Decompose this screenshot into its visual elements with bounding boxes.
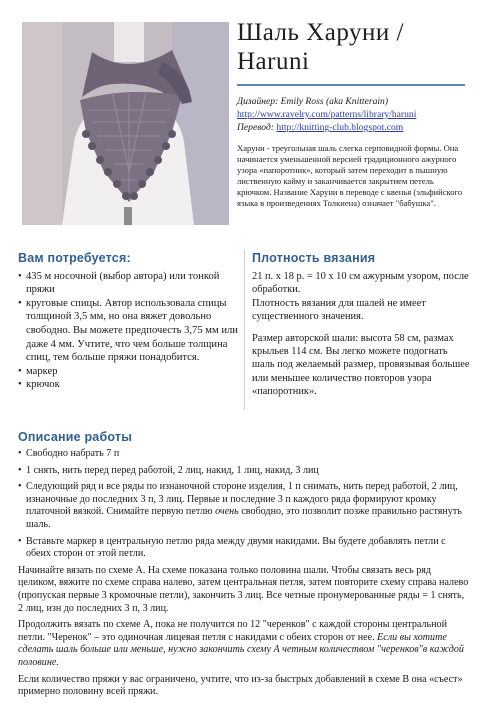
title-underline [237, 84, 465, 86]
page-title [237, 18, 465, 76]
step-item: • Вставьте маркер в центральную петлю ряда между двумя накидами. Вы будете добавлять петли с обеих сторон от этой петли. [18, 536, 470, 561]
translation-row [237, 121, 467, 134]
gauge-text: 21 п. х 18 р. = 10 х 10 см ажурным узором, после обработки. [252, 271, 469, 296]
title-block [237, 18, 465, 86]
step-emphasis: очень [215, 506, 239, 518]
shawl-photo [22, 22, 229, 225]
list-item: • крючок [18, 378, 240, 392]
translation-label: Перевод: [237, 122, 274, 133]
list-item: • круговые спицы. Автор использовала спицы толщиной 3,5 мм, но она вяжет довольно свободно. Вы можете предпочесть 3,75 мм или даже 4 мм. Учтите, что чем больше толщина спиц, тем больше пряжи понадобится. [18, 297, 240, 365]
gauge-title: Плотность вязания [252, 251, 376, 265]
step-item: • Свободно набрать 7 п [18, 448, 470, 461]
paragraph: Если количество пряжи у вас ограничено, учтите, что из-за быстрых добавлений в схеме В она «съест» примерно половину всей пряжи. [18, 673, 463, 698]
step-text: Следующий ряд и все ряды по изнаночной стороне изделия, 1 п снимать, нить перед работой, 2 лиц, изнаночные до последних 3 п, 3 лиц. Первые и последние 3 п каждого ряда формируют кромку платочной вязкой. Снимайте первую петлю [26, 481, 458, 518]
designer-link-row [237, 108, 467, 121]
paragraph-italic: Если вы хотите сделать шаль больше или меньше, нужно закончить схему А четным количеством "черенков"в каждой половине. [18, 631, 464, 668]
title-line-1: Шаль Харуни / [237, 19, 404, 46]
list-item: • 435 м носочной (выбор автора) или тонкой пряжи [18, 270, 240, 297]
list-item: • маркер [18, 365, 240, 379]
materials-title: Вам потребуется: [18, 251, 131, 265]
step-item [18, 481, 470, 531]
description: Харуни - треугольная шаль слегка серповидной формы. Она начинается уменьшенной версией традиционного ажурного узора «папоротник», который затем переходит в пышную лиственную кайму и заканчивается закрытием петель крючком. Название Харуни в переводе с квенья (эльфийского языка в произведениях Толкиена) означает "бабушка". [237, 143, 463, 208]
translation-link[interactable]: http://knitting-club.blogspot.com [276, 122, 404, 133]
designer-link[interactable]: http://www.ravelry.com/patterns/library/haruni [237, 109, 417, 120]
step-text-tail: свободно, это позволит позже правильно растянуть шаль. [26, 506, 462, 530]
paragraph: Начинайте вязать по схеме А. На схеме показана только половина шали. Чтобы связать весь ряд целиком, вяжите по схеме справа налево, затем центральная петля, затем повторите схему справа налево (пропуская первые 3 кромочные петли), закончить 3 лиц. Все четные пронумерованные ряды = 1 снять, 2 лиц, изн до последних 3 п, 3 лиц. [18, 564, 469, 614]
materials-list [18, 270, 240, 392]
designer-label: Дизайнер: [237, 96, 279, 107]
paragraph-text: Продолжить вязать по схеме А, пока не получится по 12 "черенков" с каждой стороны центральной петли. "Черенок" – это одиночная лицевая петля с накидами с обеих сторон от нее. [18, 619, 447, 643]
gauge-note: Плотность вязания для шалей не имеет существенного значения. [252, 297, 426, 322]
step-item: • 1 снять, нить перед перед работой, 2 лиц, накид, 1 лиц, накид, 3 лиц [18, 465, 470, 478]
column-divider [244, 250, 245, 410]
paragraph [18, 619, 470, 669]
size-note: Размер авторской шали: высота 58 см, размах крыльев 114 см. Вы легко можете подогнать шаль под желаемый размер, провязывая большее или меньшее количество повторов узора «папоротник». [252, 333, 470, 397]
designer-name: Emily Ross (aka Knitterain) [280, 96, 389, 107]
work-section [18, 448, 470, 703]
gauge-section [252, 252, 472, 398]
shawl-illustration [22, 22, 229, 225]
credits [237, 95, 467, 134]
work-title: Описание работы [18, 430, 133, 444]
title-line-2: Haruni [237, 48, 310, 75]
designer-row [237, 95, 467, 108]
materials-section [18, 252, 240, 392]
